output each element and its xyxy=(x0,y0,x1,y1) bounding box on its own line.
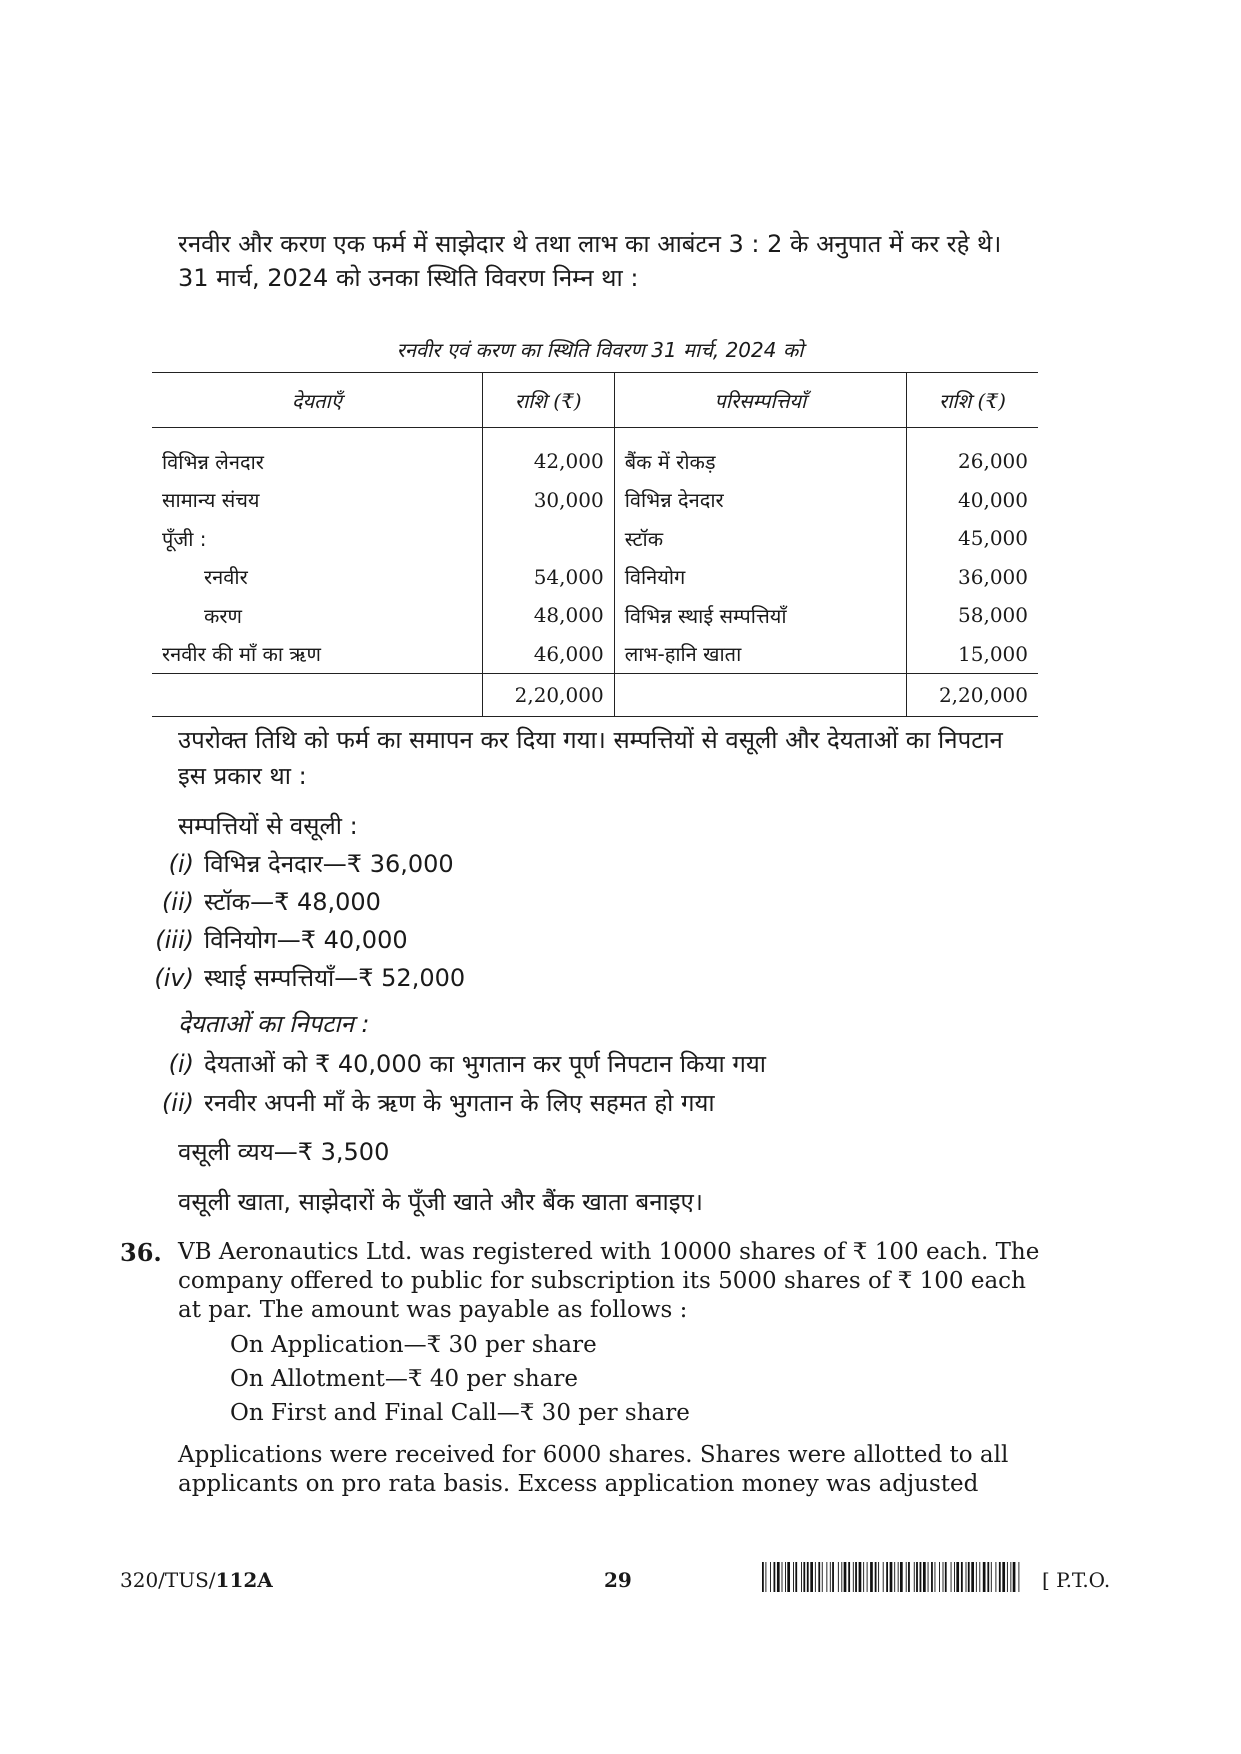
barcode-image xyxy=(762,1562,1022,1592)
liability-amount xyxy=(482,519,614,558)
intro-line-1: रनवीर और करण एक फर्म में साझेदार थे तथा लाभ का आबंटन 3 : 2 के अनुपात में कर रहे थे। xyxy=(178,230,1002,258)
asset-cell: स्टॉक xyxy=(614,519,906,558)
q36-line-3: at par. The amount was payable as follows : xyxy=(178,1297,688,1323)
dissolution-line-1: उपरोक्त तिथि को फर्म का समापन कर दिया गया। सम्पत्तियों से वसूली और देयताओं का निपटान xyxy=(178,726,1003,754)
realisation-item xyxy=(150,960,465,996)
header-assets: परिसम्पत्तियाँ xyxy=(614,373,906,428)
q36-para-line-2: applicants on pro rata basis. Excess application money was adjusted xyxy=(178,1471,979,1497)
balance-sheet-table xyxy=(152,372,1038,717)
header-liab-amount: राशि (₹) xyxy=(482,373,614,428)
item-number: (iii) xyxy=(155,926,194,954)
paper-code-prefix: 320/TUS/ xyxy=(120,1568,216,1592)
item-number: (i) xyxy=(168,1050,194,1078)
item-text: रनवीर अपनी माँ के ऋण के भुगतान के लिए सहमत हो गया xyxy=(204,1089,715,1117)
realisation-expenses: वसूली व्यय—₹ 3,500 xyxy=(178,1138,390,1166)
asset-cell: विनियोग xyxy=(614,558,906,597)
intro-line-2: 31 मार्च, 2024 को उनका स्थिति विवरण निम्न था : xyxy=(178,264,639,292)
liability-cell: सामान्य संचय xyxy=(152,481,482,520)
asset-cell: बैंक में रोकड़ xyxy=(614,428,906,481)
asset-amount: 26,000 xyxy=(958,449,1028,474)
asset-amount: 40,000 xyxy=(958,487,1028,512)
settlement-heading: देयताओं का निपटान : xyxy=(178,1010,370,1038)
pto-label: [ P.T.O. xyxy=(1042,1568,1111,1592)
q36-line-1: VB Aeronautics Ltd. was registered with 10000 shares of ₹ 100 each. The xyxy=(178,1239,1040,1265)
instruction: वसूली खाता, साझेदारों के पूँजी खाते और बैंक खाता बनाइए। xyxy=(178,1188,703,1216)
table-row xyxy=(152,596,1038,635)
call-application: On Application—₹ 30 per share xyxy=(230,1332,597,1358)
realisation-heading: सम्पत्तियों से वसूली : xyxy=(178,812,358,840)
item-text: देयताओं को ₹ 40,000 का भुगतान कर पूर्ण निपटान किया गया xyxy=(204,1050,766,1078)
liability-cell: रनवीर xyxy=(152,558,482,597)
item-text: स्टॉक—₹ 48,000 xyxy=(204,888,381,916)
item-number: (i) xyxy=(168,850,194,878)
item-text: विभिन्न देनदार—₹ 36,000 xyxy=(204,850,454,878)
settlement-item xyxy=(150,1085,715,1121)
item-text: स्थाई सम्पत्तियाँ—₹ 52,000 xyxy=(204,964,466,992)
table-total-row xyxy=(152,674,1038,717)
q36-para-line-1: Applications were received for 6000 shares. Shares were allotted to all xyxy=(178,1442,1009,1468)
realisation-item xyxy=(150,846,454,882)
call-allotment: On Allotment—₹ 40 per share xyxy=(230,1366,578,1392)
call-final: On First and Final Call—₹ 30 per share xyxy=(230,1400,690,1426)
item-number: (ii) xyxy=(161,888,194,916)
total-liabilities: 2,20,000 xyxy=(482,674,614,717)
table-row xyxy=(152,428,1038,481)
table-row xyxy=(152,635,1038,674)
total-assets: 2,20,000 xyxy=(906,674,1038,717)
q36-line-2: company offered to public for subscription its 5000 shares of ₹ 100 each xyxy=(178,1268,1026,1294)
asset-cell: विभिन्न स्थाई सम्पत्तियाँ xyxy=(614,596,906,635)
table-row xyxy=(152,481,1038,520)
page-number: 29 xyxy=(604,1568,632,1592)
paper-code-suffix: 112A xyxy=(215,1568,273,1592)
liability-amount: 54,000 xyxy=(482,558,614,597)
table-row xyxy=(152,558,1038,597)
item-number: (ii) xyxy=(161,1089,194,1117)
item-text: विनियोग—₹ 40,000 xyxy=(204,926,408,954)
liability-amount: 30,000 xyxy=(482,481,614,520)
asset-cell: विभिन्न देनदार xyxy=(614,481,906,520)
table-row xyxy=(152,519,1038,558)
header-liabilities: देयताएँ xyxy=(152,373,482,428)
liability-amount: 48,000 xyxy=(482,596,614,635)
item-number: (iv) xyxy=(154,964,194,992)
liability-cell: करण xyxy=(152,596,482,635)
paper-code xyxy=(120,1568,273,1592)
asset-amount: 45,000 xyxy=(958,526,1028,551)
header-asset-amount: राशि (₹) xyxy=(906,373,1038,428)
asset-amount: 36,000 xyxy=(958,564,1028,589)
settlement-item xyxy=(150,1046,766,1082)
liability-amount: 46,000 xyxy=(482,635,614,674)
liability-cell: रनवीर की माँ का ऋण xyxy=(152,635,482,674)
realisation-item xyxy=(150,922,408,958)
asset-amount: 15,000 xyxy=(958,641,1028,666)
asset-amount: 58,000 xyxy=(958,603,1028,628)
liability-amount: 42,000 xyxy=(482,428,614,481)
question-number: 36. xyxy=(120,1238,162,1267)
liability-cell: विभिन्न लेनदार xyxy=(152,428,482,481)
table-caption: रनवीर एवं करण का स्थिति विवरण 31 मार्च, 2024 को xyxy=(396,338,804,362)
dissolution-line-2: इस प्रकार था : xyxy=(178,762,307,790)
realisation-item xyxy=(150,884,381,920)
asset-cell: लाभ-हानि खाता xyxy=(614,635,906,674)
liability-cell: पूँजी : xyxy=(152,519,482,558)
